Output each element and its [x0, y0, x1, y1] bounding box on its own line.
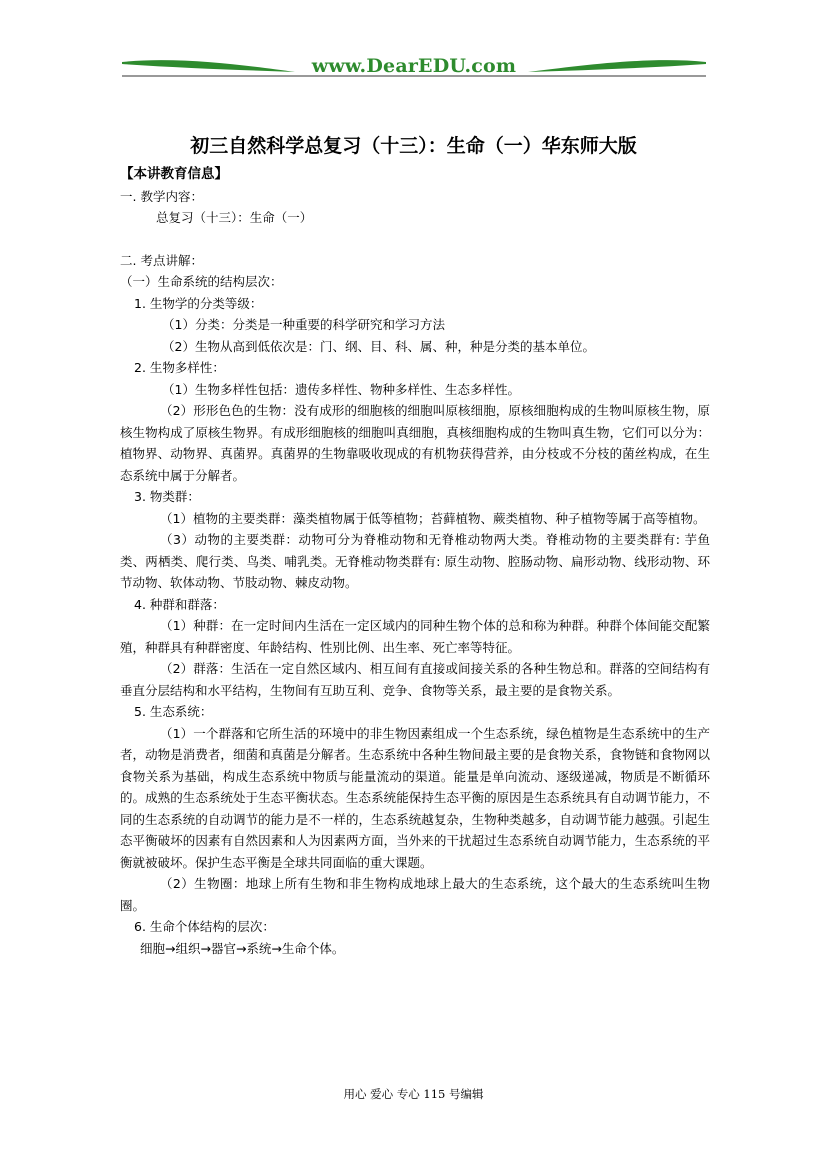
text-line: 细胞→组织→器官→系统→生命个体。 [140, 940, 345, 956]
text-line: （1）生物多样性包括：遗传多样性、物种多样性、生态多样性。 [162, 381, 520, 397]
text-line: 2. 生物多样性： [134, 360, 225, 375]
text-line: （一）生命系统的结构层次： [120, 274, 283, 289]
text-line: 1. 生物学的分类等级： [134, 295, 263, 311]
page-footer: 用心 爱心 专心 115 号编辑 [343, 1087, 484, 1101]
text-line: 二. 考点讲解： [120, 252, 203, 268]
text-line: 6. 生命个体结构的层次： [134, 919, 275, 934]
paragraph: （1）一个群落和它所生活的环境中的非生物因素组成一个生态系统，绿色植物是生态系统中的生产者，动物是消费者，细菌和真菌是分解者。生态系统中各种生物间最主要的是食物关系，食物链和食物网以食物关系为基础，构成生态系统中物质与能量流动的渠道。能量是单向流动、逐级递减，物质是不断循环的。成熟的生态系统处于生态平衡状态。生态系统能保持生态平衡的原因是生态系统具有自动调节能力，不同的生态系统的自动调节的能力是不一样的，生态系统越复杂，生物种类越多，自动调节能力越强。引起生态平衡破坏的因素有自然因素和人为因素两方面，当外来的干扰超过生态系统自动调节能力，生态系统的平衡就被破坏。保护生态平衡是全球共同面临的重大课题。 [120, 725, 710, 870]
document-body [120, 164, 710, 959]
text-line: 一. 教学内容： [120, 188, 203, 204]
page-title: 初三自然科学总复习（十三）：生命（一）华东师大版 [190, 135, 637, 157]
text-line: 3. 物类群： [134, 489, 200, 504]
spacer [120, 229, 710, 250]
paragraph: （2）形形色色的生物：没有成形的细胞核的细胞叫原核细胞，原核细胞构成的生物叫原核生物，原核生物构成了原核生物界。有成形细胞核的细胞叫真细胞，真核细胞构成的生物叫真生物，它们可以分为：植物界、动物界、真菌界。真菌界的生物靠吸收现成的有机物获得营养，由分枝或不分枝的菌丝构成，在生态系统中属于分解者。 [120, 403, 710, 483]
paragraph: （2）生物圈：地球上所有生物和非生物构成地球上最大的生态系统，这个最大的生态系统叫生物圈。 [120, 876, 710, 913]
paragraph: （2）群落：生活在一定自然区域内、相互间有直接或间接关系的各种生物总和。群落的空间结构有垂直分层结构和水平结构，生物间有互助互利、竞争、食物等关系，最主要的是食物关系。 [120, 661, 710, 698]
site-header [120, 50, 708, 86]
paragraph: （1）种群：在一定时间内生活在一定区域内的同种生物个体的总和称为种群。种群个体间能交配繁殖，种群具有种群密度、年龄结构、性别比例、出生率、死亡率等特征。 [120, 618, 710, 655]
text-line: （1）分类：分类是一种重要的科学研究和学习方法 [162, 317, 445, 332]
text-line: 总复习（十三）：生命（一） [156, 210, 313, 225]
paragraph: （3）动物的主要类群：动物可分为脊椎动物和无脊椎动物两大类。脊椎动物的主要类群有: 芋鱼类、两栖类、爬行类、鸟类、哺乳类。无脊椎动物类群有: 原生动物、腔肠动物、扁形动物、线形动物、环节动物、软体动物、节肢动物、棘皮动物。 [120, 532, 710, 590]
paragraph: （1）植物的主要类群：藻类植物属于低等植物；苔藓植物、蕨类植物、种子植物等属于高等植物。 [160, 510, 706, 526]
section-heading: 【本讲教育信息】 [120, 166, 228, 182]
site-logo-text[interactable]: www.DearEDU.com [311, 55, 517, 77]
text-line: 5. 生态系统： [134, 704, 213, 719]
text-line: 4. 种群和群落： [134, 596, 225, 612]
text-line: （2）生物从高到低依次是：门、纲、目、科、属、种，种是分类的基本单位。 [162, 338, 595, 354]
